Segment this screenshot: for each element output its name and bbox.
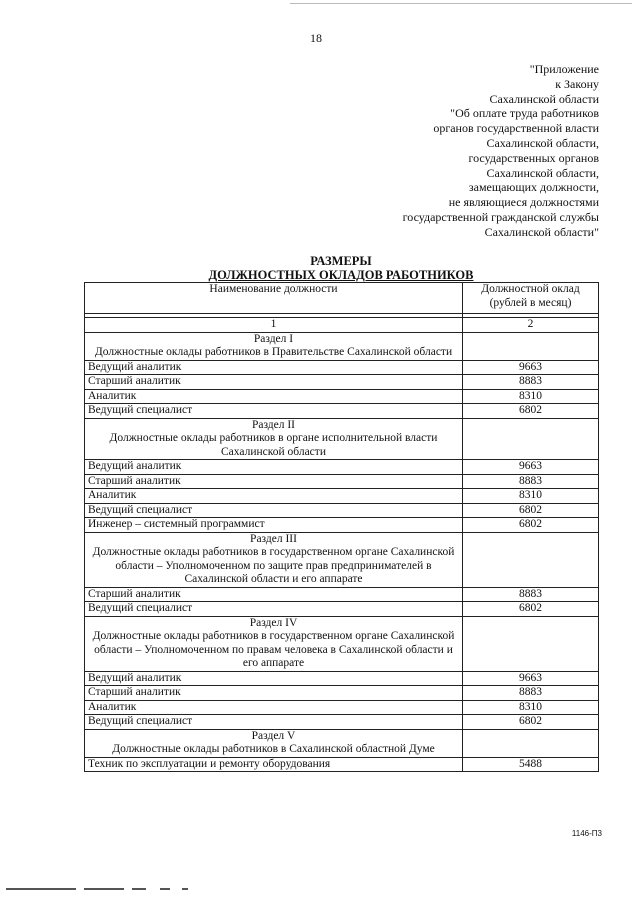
appendix-line: Сахалинской области xyxy=(489,91,599,106)
appendix-line: "Об оплате труда работников xyxy=(450,106,599,121)
salary-cell: 6802 xyxy=(463,518,599,533)
section-empty-cell xyxy=(463,616,599,671)
section-header-row xyxy=(85,729,599,757)
section-heading: Раздел V xyxy=(251,729,296,742)
section-description: Должностные оклады работников в государственном органе Сахалинской области – Уполномоченном по защите прав предпринимателей в Сахалинской области и его аппарате xyxy=(92,546,455,585)
salary-cell: 6802 xyxy=(463,602,599,617)
appendix-line: Сахалинской области, xyxy=(486,135,599,150)
section-description: Должностные оклады работников в органе исполнительной власти Сахалинской области xyxy=(109,432,438,458)
appendix-note xyxy=(403,62,599,240)
scan-top-rule xyxy=(290,3,632,4)
column-header-salary: Должностной оклад (рублей в месяц) xyxy=(463,283,599,314)
appendix-line: замещающих должности, xyxy=(468,180,599,195)
section-heading: Раздел I xyxy=(253,332,294,345)
table-row xyxy=(85,503,599,518)
salary-cell: 6802 xyxy=(463,404,599,419)
salary-cell: 8310 xyxy=(463,700,599,715)
table-row xyxy=(85,360,599,375)
table-row xyxy=(85,518,599,533)
section-empty-cell xyxy=(463,418,599,460)
section-empty-cell xyxy=(463,729,599,757)
section-header-row xyxy=(85,332,599,360)
scan-bottom-edge xyxy=(0,888,632,891)
table-row xyxy=(85,757,599,772)
position-cell: Аналитик xyxy=(85,389,463,404)
appendix-line: государственной гражданской службы xyxy=(402,209,599,224)
table-row xyxy=(85,671,599,686)
position-cell: Старший аналитик xyxy=(85,587,463,602)
salary-cell: 6802 xyxy=(463,503,599,518)
table-row xyxy=(85,686,599,701)
appendix-line: Сахалинской области" xyxy=(484,224,599,239)
position-cell: Старший аналитик xyxy=(85,686,463,701)
salary-cell: 8310 xyxy=(463,389,599,404)
table-row xyxy=(85,700,599,715)
appendix-line: к Закону xyxy=(555,76,599,91)
document-code: 1146-П3 xyxy=(571,829,602,838)
section-header-row xyxy=(85,418,599,460)
page-number: 18 xyxy=(310,31,322,45)
salary-cell: 9663 xyxy=(463,360,599,375)
position-cell: Инженер – системный программист xyxy=(85,518,463,533)
appendix-line: не являющиеся должностями xyxy=(448,195,599,210)
position-cell: Ведущий аналитик xyxy=(85,360,463,375)
appendix-line: органов государственной власти xyxy=(433,121,599,136)
appendix-line: государственных органов xyxy=(468,150,599,165)
table-row xyxy=(85,489,599,504)
column-number-1: 1 xyxy=(85,318,463,333)
section-title xyxy=(85,418,463,460)
salary-cell: 8310 xyxy=(463,489,599,504)
section-description: Должностные оклады работников в Правительстве Сахалинской области xyxy=(94,346,453,358)
salary-cell: 9663 xyxy=(463,671,599,686)
column-number-row xyxy=(85,318,599,333)
salary-table xyxy=(84,282,599,772)
section-description: Должностные оклады работников в государственном органе Сахалинской области – Уполномоченном по правам человека в Сахалинской области и его аппарате xyxy=(92,630,455,669)
section-empty-cell xyxy=(463,532,599,587)
section-header-row xyxy=(85,532,599,587)
position-cell: Ведущий аналитик xyxy=(85,460,463,475)
column-number-2: 2 xyxy=(463,318,599,333)
salary-table-body xyxy=(85,283,599,772)
position-cell: Ведущий специалист xyxy=(85,404,463,419)
table-row xyxy=(85,404,599,419)
section-heading: Раздел III xyxy=(250,532,297,545)
section-heading: Раздел IV xyxy=(249,616,298,629)
position-cell: Аналитик xyxy=(85,700,463,715)
table-row xyxy=(85,375,599,390)
appendix-line: Сахалинской области, xyxy=(486,165,599,180)
salary-cell: 5488 xyxy=(463,757,599,772)
position-cell: Ведущий специалист xyxy=(85,503,463,518)
section-title xyxy=(85,616,463,671)
appendix-line: "Приложение xyxy=(529,62,599,76)
position-cell: Ведущий аналитик xyxy=(85,671,463,686)
section-title xyxy=(85,532,463,587)
table-row xyxy=(85,602,599,617)
section-heading: Раздел II xyxy=(251,418,296,431)
position-cell: Техник по эксплуатации и ремонту оборудования xyxy=(85,757,463,772)
table-row xyxy=(85,460,599,475)
document-title xyxy=(84,254,598,282)
table-row xyxy=(85,715,599,730)
position-cell: Ведущий специалист xyxy=(85,602,463,617)
position-cell: Старший аналитик xyxy=(85,474,463,489)
table-row xyxy=(85,587,599,602)
salary-cell: 8883 xyxy=(463,474,599,489)
salary-cell: 8883 xyxy=(463,587,599,602)
salary-cell: 6802 xyxy=(463,715,599,730)
section-header-row xyxy=(85,616,599,671)
title: РАЗМЕРЫ xyxy=(310,254,372,268)
table-row xyxy=(85,389,599,404)
salary-cell: 9663 xyxy=(463,460,599,475)
position-cell: Ведущий специалист xyxy=(85,715,463,730)
table-row xyxy=(85,474,599,489)
column-header-position: Наименование должности xyxy=(85,283,463,314)
section-title xyxy=(85,729,463,757)
subtitle: ДОЛЖНОСТНЫХ ОКЛАДОВ РАБОТНИКОВ xyxy=(208,268,474,282)
salary-cell: 8883 xyxy=(463,375,599,390)
table-header-row xyxy=(85,283,599,314)
section-title xyxy=(85,332,463,360)
position-cell: Аналитик xyxy=(85,489,463,504)
section-description: Должностные оклады работников в Сахалинской областной Думе xyxy=(112,743,435,755)
position-cell: Старший аналитик xyxy=(85,375,463,390)
section-empty-cell xyxy=(463,332,599,360)
salary-cell: 8883 xyxy=(463,686,599,701)
